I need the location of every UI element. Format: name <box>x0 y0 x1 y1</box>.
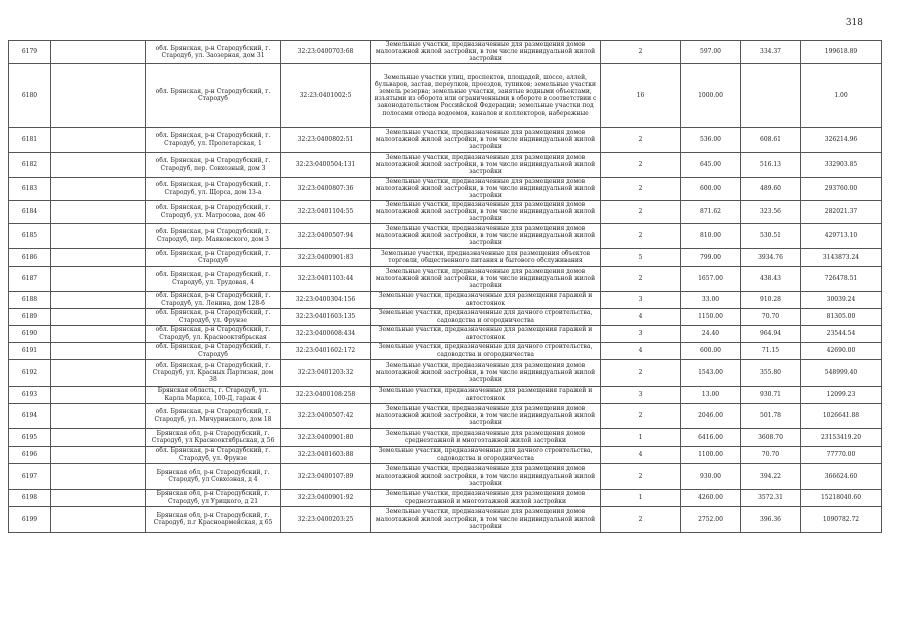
specific-value-cell: 355.80 <box>741 359 801 386</box>
group-cell: 3 <box>601 386 681 403</box>
table-row <box>9 127 882 152</box>
cadastral-number-cell: 32:23:0400107:89 <box>281 463 371 489</box>
empty-cell <box>51 248 146 266</box>
area-cell: 600.00 <box>681 342 741 359</box>
group-cell: 1 <box>601 428 681 446</box>
row-number-cell: 6197 <box>9 463 51 489</box>
empty-cell <box>51 223 146 248</box>
cadastral-number-cell: 32:23:0400901:92 <box>281 489 371 506</box>
specific-value-cell: 910.28 <box>741 291 801 308</box>
table-row <box>9 41 882 64</box>
cadastral-value-table <box>8 40 882 533</box>
table-row <box>9 428 882 446</box>
specific-value-cell: 3934.76 <box>741 248 801 266</box>
empty-cell <box>51 325 146 342</box>
row-number-cell: 6199 <box>9 506 51 532</box>
cadastral-value-cell: 1090782.72 <box>801 506 882 532</box>
table-row <box>9 266 882 291</box>
address-cell: обл. Брянская, р-н Стародубский, г. Стародуб, ул. Щорса, дом 13-а <box>146 177 281 200</box>
address-cell: обл. Брянская, р-н Стародубский, г. Стародуб, ул. Краснооктябрьская <box>146 325 281 342</box>
table-row <box>9 489 882 506</box>
specific-value-cell: 394.22 <box>741 463 801 489</box>
empty-cell <box>51 446 146 463</box>
cadastral-value-cell: 293760.00 <box>801 177 882 200</box>
cadastral-number-cell: 32:23:0401002:5 <box>281 63 371 127</box>
land-use-cell: Земельные участки, предназначенные для размещения домов среднеэтажной и многоэтажной жилой застройки <box>371 489 601 506</box>
row-number-cell: 6187 <box>9 266 51 291</box>
cadastral-number-cell: 32:23:0400901:80 <box>281 428 371 446</box>
address-cell: обл. Брянская, р-н Стародубский, г. Стародуб, ул. Пролетарская, 1 <box>146 127 281 152</box>
cadastral-number-cell: 32:23:0401603:135 <box>281 308 371 325</box>
table-row <box>9 463 882 489</box>
cadastral-value-cell: 77770.00 <box>801 446 882 463</box>
area-cell: 2046.00 <box>681 403 741 428</box>
address-cell: Брянская обл, р-н Стародубский, г. Стародуб, ул Краснооктябрьская, д 56 <box>146 428 281 446</box>
group-cell: 2 <box>601 41 681 64</box>
empty-cell <box>51 291 146 308</box>
address-cell: Брянская обл, р-н Стародубский, г. Стародуб, ул Урицкого, д 21 <box>146 489 281 506</box>
land-use-cell: Земельные участки, предназначенные для размещения домов малоэтажной жилой застройки, в том числе индивидуальной жилой застройки <box>371 41 601 64</box>
cadastral-number-cell: 32:23:0401603:88 <box>281 446 371 463</box>
empty-cell <box>51 489 146 506</box>
table-row <box>9 446 882 463</box>
row-number-cell: 6180 <box>9 63 51 127</box>
land-use-cell: Земельные участки, предназначенные для дачного строительства, садоводства и огородничества <box>371 342 601 359</box>
cadastral-number-cell: 32:23:0400901:83 <box>281 248 371 266</box>
address-cell: обл. Брянская, р-н Стародубский, г. Стародуб, ул. Мичуринского, дом 18 <box>146 403 281 428</box>
land-use-cell: Земельные участки, предназначенные для размещения домов малоэтажной жилой застройки, в том числе индивидуальной жилой застройки <box>371 266 601 291</box>
land-use-cell: Земельные участки улиц, проспектов, площадей, шоссе, аллей, бульваров, застав, переулков, проездов, тупиков; земельные участки земель резерва; земельные участки, занятые водными объектами, изъятыми из оборота или ограниченными в обороте в соответствии с законодательством Российской Федерации; земельные участки под полосами отвода водоемов, каналов и коллекторов, набережные <box>371 63 601 127</box>
cadastral-value-cell: 366624.60 <box>801 463 882 489</box>
group-cell: 4 <box>601 308 681 325</box>
cadastral-number-cell: 32:23:0401602:172 <box>281 342 371 359</box>
group-cell: 3 <box>601 291 681 308</box>
area-cell: 597.00 <box>681 41 741 64</box>
area-cell: 1000.00 <box>681 63 741 127</box>
specific-value-cell: 334.37 <box>741 41 801 64</box>
address-cell: обл. Брянская, р-н Стародубский, г. Стародуб <box>146 342 281 359</box>
row-number-cell: 6181 <box>9 127 51 152</box>
specific-value-cell: 501.78 <box>741 403 801 428</box>
cadastral-number-cell: 32:23:0400608:434 <box>281 325 371 342</box>
address-cell: Брянская область, г. Стародуб, ул. Карла Маркса, 100-Д, гараж 4 <box>146 386 281 403</box>
row-number-cell: 6195 <box>9 428 51 446</box>
cadastral-number-cell: 32:23:0400703:68 <box>281 41 371 64</box>
land-use-cell: Земельные участки, предназначенные для размещения домов малоэтажной жилой застройки, в том числе индивидуальной жилой застройки <box>371 127 601 152</box>
cadastral-value-cell: 23544.54 <box>801 325 882 342</box>
specific-value-cell: 323.56 <box>741 200 801 223</box>
table-body <box>9 41 882 533</box>
cadastral-value-cell: 1026641.88 <box>801 403 882 428</box>
row-number-cell: 6183 <box>9 177 51 200</box>
cadastral-number-cell: 32:23:0400807:36 <box>281 177 371 200</box>
area-cell: 6416.00 <box>681 428 741 446</box>
table-row <box>9 248 882 266</box>
row-number-cell: 6192 <box>9 359 51 386</box>
group-cell: 2 <box>601 152 681 177</box>
cadastral-number-cell: 32:23:0401203:32 <box>281 359 371 386</box>
specific-value-cell: 489.60 <box>741 177 801 200</box>
area-cell: 600.00 <box>681 177 741 200</box>
address-cell: обл. Брянская, р-н Стародубский, г. Стародуб, ул. Заозерная, дом 31 <box>146 41 281 64</box>
row-number-cell: 6191 <box>9 342 51 359</box>
area-cell: 810.00 <box>681 223 741 248</box>
specific-value-cell: 3572.31 <box>741 489 801 506</box>
address-cell: обл. Брянская, р-н Стародубский, г. Стародуб, ул. Ленина, дом 128-б <box>146 291 281 308</box>
page-number: 318 <box>845 18 863 28</box>
group-cell: 16 <box>601 63 681 127</box>
address-cell: обл. Брянская, р-н Стародубский, г. Стародуб, пер. Маяковского, дом 3 <box>146 223 281 248</box>
group-cell: 2 <box>601 506 681 532</box>
cadastral-value-cell: 3143873.24 <box>801 248 882 266</box>
table-row <box>9 386 882 403</box>
cadastral-value-cell: 326214.96 <box>801 127 882 152</box>
cadastral-value-cell: 30039.24 <box>801 291 882 308</box>
land-use-cell: Земельные участки, предназначенные для размещения домов малоэтажной жилой застройки, в том числе индивидуальной жилой застройки <box>371 359 601 386</box>
land-use-cell: Земельные участки, предназначенные для размещения домов малоэтажной жилой застройки, в том числе индивидуальной жилой застройки <box>371 403 601 428</box>
specific-value-cell: 530.51 <box>741 223 801 248</box>
cadastral-number-cell: 32:23:0400504:131 <box>281 152 371 177</box>
group-cell: 1 <box>601 489 681 506</box>
cadastral-number-cell: 32:23:0401104:55 <box>281 200 371 223</box>
group-cell: 2 <box>601 403 681 428</box>
empty-cell <box>51 463 146 489</box>
empty-cell <box>51 127 146 152</box>
empty-cell <box>51 63 146 127</box>
cadastral-value-cell: 1.00 <box>801 63 882 127</box>
cadastral-number-cell: 32:23:0400802:51 <box>281 127 371 152</box>
cadastral-number-cell: 32:23:0400304:156 <box>281 291 371 308</box>
area-cell: 13.00 <box>681 386 741 403</box>
address-cell: обл. Брянская, р-н Стародубский, г. Стародуб, ул. Красных Партизан, дом 38 <box>146 359 281 386</box>
area-cell: 930.00 <box>681 463 741 489</box>
land-use-cell: Земельные участки, предназначенные для дачного строительства, садоводства и огородничества <box>371 446 601 463</box>
specific-value-cell: 516.13 <box>741 152 801 177</box>
area-cell: 33.00 <box>681 291 741 308</box>
cadastral-value-cell: 12099.23 <box>801 386 882 403</box>
land-use-cell: Земельные участки, предназначенные для размещения гаражей и автостоянок <box>371 386 601 403</box>
cadastral-value-cell: 282021.37 <box>801 200 882 223</box>
group-cell: 4 <box>601 446 681 463</box>
cadastral-value-cell: 23153419.20 <box>801 428 882 446</box>
group-cell: 5 <box>601 248 681 266</box>
address-cell: Брянская обл, р-н Стародубский, г. Стародуб, п.г Красноармейская, д 65 <box>146 506 281 532</box>
empty-cell <box>51 359 146 386</box>
group-cell: 2 <box>601 127 681 152</box>
specific-value-cell: 3608.70 <box>741 428 801 446</box>
land-use-cell: Земельные участки, предназначенные для дачного строительства, садоводства и огородничества <box>371 308 601 325</box>
empty-cell <box>51 41 146 64</box>
table-row <box>9 359 882 386</box>
group-cell: 4 <box>601 342 681 359</box>
land-use-cell: Земельные участки, предназначенные для размещения домов среднеэтажной и многоэтажной жилой застройки <box>371 428 601 446</box>
table-row <box>9 200 882 223</box>
cadastral-number-cell: 32:23:0401103:44 <box>281 266 371 291</box>
cadastral-value-cell: 548999.40 <box>801 359 882 386</box>
group-cell: 2 <box>601 200 681 223</box>
area-cell: 536.00 <box>681 127 741 152</box>
specific-value-cell: 70.70 <box>741 308 801 325</box>
land-use-cell: Земельные участки, предназначенные для размещения гаражей и автостоянок <box>371 291 601 308</box>
land-use-cell: Земельные участки, предназначенные для размещения домов малоэтажной жилой застройки, в том числе индивидуальной жилой застройки <box>371 506 601 532</box>
empty-cell <box>51 177 146 200</box>
empty-cell <box>51 266 146 291</box>
row-number-cell: 6196 <box>9 446 51 463</box>
address-cell: обл. Брянская, р-н Стародубский, г. Стародуб, пер. Совхозный, дом 3 <box>146 152 281 177</box>
area-cell: 871.62 <box>681 200 741 223</box>
cadastral-number-cell: 32:23:0400203:25 <box>281 506 371 532</box>
address-cell: обл. Брянская, р-н Стародубский, г. Стародуб <box>146 248 281 266</box>
table-row <box>9 291 882 308</box>
row-number-cell: 6179 <box>9 41 51 64</box>
area-cell: 4260.00 <box>681 489 741 506</box>
row-number-cell: 6194 <box>9 403 51 428</box>
group-cell: 2 <box>601 266 681 291</box>
area-cell: 2752.00 <box>681 506 741 532</box>
cadastral-value-cell: 42690.00 <box>801 342 882 359</box>
address-cell: обл. Брянская, р-н Стародубский, г. Стародуб <box>146 63 281 127</box>
row-number-cell: 6188 <box>9 291 51 308</box>
group-cell: 2 <box>601 223 681 248</box>
cadastral-number-cell: 32:23:0400507:94 <box>281 223 371 248</box>
cadastral-value-cell: 15218040.60 <box>801 489 882 506</box>
area-cell: 1543.00 <box>681 359 741 386</box>
cadastral-number-cell: 32:23:0400507:42 <box>281 403 371 428</box>
specific-value-cell: 964.94 <box>741 325 801 342</box>
empty-cell <box>51 342 146 359</box>
row-number-cell: 6193 <box>9 386 51 403</box>
area-cell: 1100.00 <box>681 446 741 463</box>
land-use-cell: Земельные участки, предназначенные для размещения домов малоэтажной жилой застройки, в том числе индивидуальной жилой застройки <box>371 177 601 200</box>
address-cell: обл. Брянская, р-н Стародубский, г. Стародуб, ул. Трудовая, 4 <box>146 266 281 291</box>
table-row <box>9 342 882 359</box>
area-cell: 24.40 <box>681 325 741 342</box>
cadastral-value-cell: 726478.51 <box>801 266 882 291</box>
row-number-cell: 6190 <box>9 325 51 342</box>
group-cell: 2 <box>601 177 681 200</box>
specific-value-cell: 608.61 <box>741 127 801 152</box>
area-cell: 645.00 <box>681 152 741 177</box>
specific-value-cell: 71.15 <box>741 342 801 359</box>
specific-value-cell <box>741 63 801 127</box>
cadastral-value-cell: 199618.89 <box>801 41 882 64</box>
cadastral-value-cell: 332903.85 <box>801 152 882 177</box>
table-row <box>9 152 882 177</box>
cadastral-number-cell: 32:23:0400108:258 <box>281 386 371 403</box>
land-use-cell: Земельные участки, предназначенные для размещения домов малоэтажной жилой застройки, в том числе индивидуальной жилой застройки <box>371 152 601 177</box>
specific-value-cell: 438.43 <box>741 266 801 291</box>
group-cell: 2 <box>601 359 681 386</box>
empty-cell <box>51 200 146 223</box>
empty-cell <box>51 403 146 428</box>
land-use-cell: Земельные участки, предназначенные для размещения объектов торговли, общественного питания и бытового обслуживания <box>371 248 601 266</box>
row-number-cell: 6186 <box>9 248 51 266</box>
land-use-cell: Земельные участки, предназначенные для размещения домов малоэтажной жилой застройки, в том числе индивидуальной жилой застройки <box>371 223 601 248</box>
empty-cell <box>51 308 146 325</box>
table-row <box>9 325 882 342</box>
address-cell: обл. Брянская, р-н Стародубский, г. Стародуб, ул. Фрунзе <box>146 446 281 463</box>
table-row <box>9 506 882 532</box>
table-row <box>9 223 882 248</box>
empty-cell <box>51 386 146 403</box>
empty-cell <box>51 152 146 177</box>
table-row <box>9 403 882 428</box>
cadastral-value-cell: 81305.00 <box>801 308 882 325</box>
area-cell: 799.00 <box>681 248 741 266</box>
area-cell: 1150.00 <box>681 308 741 325</box>
land-use-cell: Земельные участки, предназначенные для размещения домов малоэтажной жилой застройки, в том числе индивидуальной жилой застройки <box>371 463 601 489</box>
land-use-cell: Земельные участки, предназначенные для размещения домов малоэтажной жилой застройки, в том числе индивидуальной жилой застройки <box>371 200 601 223</box>
row-number-cell: 6185 <box>9 223 51 248</box>
table-row <box>9 177 882 200</box>
specific-value-cell: 70.70 <box>741 446 801 463</box>
table-row <box>9 308 882 325</box>
group-cell: 3 <box>601 325 681 342</box>
group-cell: 2 <box>601 463 681 489</box>
specific-value-cell: 930.71 <box>741 386 801 403</box>
cadastral-value-cell: 429713.10 <box>801 223 882 248</box>
specific-value-cell: 396.36 <box>741 506 801 532</box>
address-cell: Брянская обл, р-н Стародубский, г. Стародуб, ул Совхозная, д 4 <box>146 463 281 489</box>
row-number-cell: 6184 <box>9 200 51 223</box>
empty-cell <box>51 506 146 532</box>
area-cell: 1657.00 <box>681 266 741 291</box>
address-cell: обл. Брянская, р-н Стародубский, г. Стародуб, ул. Матросова, дом 46 <box>146 200 281 223</box>
address-cell: обл. Брянская, р-н Стародубский, г. Стародуб, ул. Фрунзе <box>146 308 281 325</box>
row-number-cell: 6189 <box>9 308 51 325</box>
land-use-cell: Земельные участки, предназначенные для размещения гаражей и автостоянок <box>371 325 601 342</box>
empty-cell <box>51 428 146 446</box>
row-number-cell: 6198 <box>9 489 51 506</box>
table-row <box>9 63 882 127</box>
row-number-cell: 6182 <box>9 152 51 177</box>
